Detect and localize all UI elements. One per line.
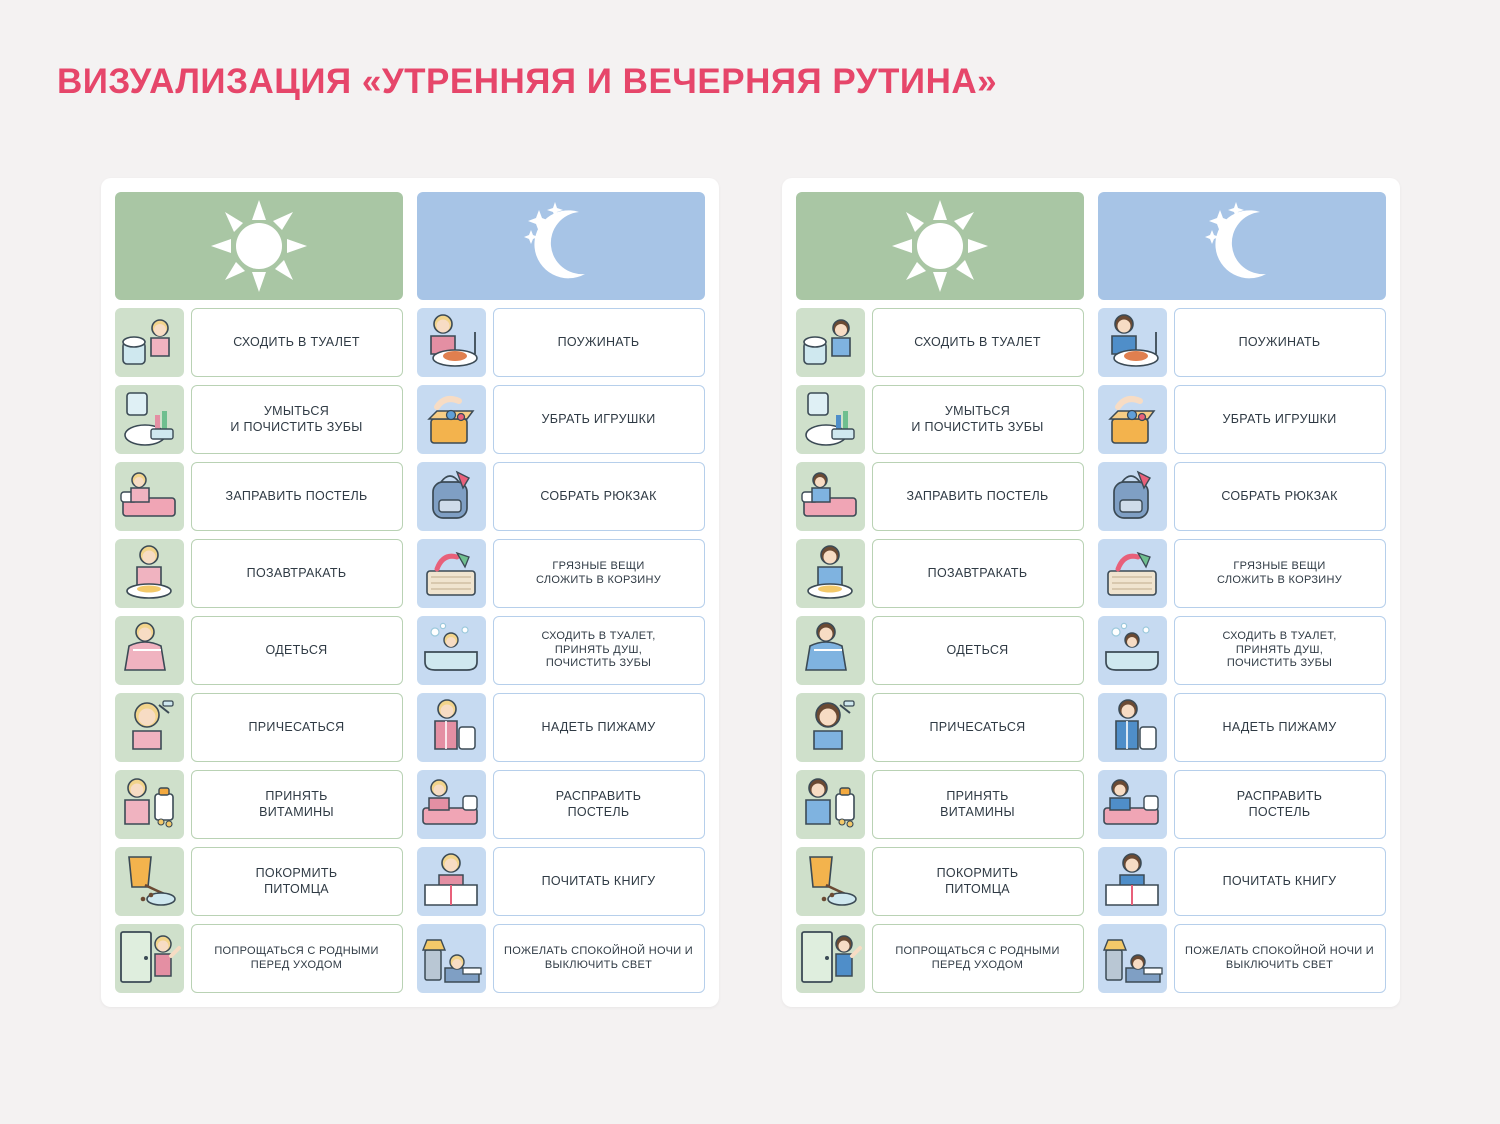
vitamins-icon	[796, 770, 865, 839]
routine-label: ПОЧИТАТЬ КНИГУ	[493, 847, 705, 916]
dressing-icon	[796, 616, 865, 685]
laundry-basket-icon	[417, 539, 486, 608]
sink-toothbrush-icon	[115, 385, 184, 454]
routine-row	[417, 693, 705, 762]
routine-row	[115, 539, 403, 608]
routine-row	[417, 924, 705, 993]
routine-row	[417, 539, 705, 608]
page-title: ВИЗУАЛИЗАЦИЯ «УТРЕННЯЯ И ВЕЧЕРНЯЯ РУТИНА»	[57, 62, 998, 101]
board-girl-morning-column	[115, 192, 403, 993]
routine-label: НАДЕТЬ ПИЖАМУ	[1174, 693, 1386, 762]
routine-label: ПРИНЯТЬ ВИТАМИНЫ	[191, 770, 403, 839]
routine-row	[1098, 462, 1386, 531]
toybox-icon	[1098, 385, 1167, 454]
reading-book-icon	[1098, 847, 1167, 916]
routine-label: ПОУЖИНАТЬ	[1174, 308, 1386, 377]
routine-label: ОДЕТЬСЯ	[872, 616, 1084, 685]
moon-stars-icon	[1098, 192, 1386, 300]
routine-row	[796, 924, 1084, 993]
routine-label: ПРИЧЕСАТЬСЯ	[191, 693, 403, 762]
dinner-icon	[1098, 308, 1167, 377]
goodbye-door-icon	[115, 924, 184, 993]
dinner-icon	[417, 308, 486, 377]
pajamas-icon	[417, 693, 486, 762]
routine-row	[1098, 539, 1386, 608]
reading-book-icon	[417, 847, 486, 916]
routine-label: УБРАТЬ ИГРУШКИ	[1174, 385, 1386, 454]
sun-icon	[115, 192, 403, 300]
routine-row	[796, 462, 1084, 531]
pajamas-icon	[1098, 693, 1167, 762]
routine-row	[1098, 308, 1386, 377]
pet-food-icon	[796, 847, 865, 916]
routine-row	[115, 770, 403, 839]
laundry-basket-icon	[1098, 539, 1167, 608]
routine-row	[417, 770, 705, 839]
routine-row	[417, 308, 705, 377]
board-boy	[782, 178, 1400, 1007]
board-girl	[101, 178, 719, 1007]
vitamins-icon	[115, 770, 184, 839]
routine-label: ПОЗАВТРАКАТЬ	[872, 539, 1084, 608]
routine-row	[1098, 616, 1386, 685]
routine-row	[115, 924, 403, 993]
routine-row	[417, 847, 705, 916]
routine-label: СХОДИТЬ В ТУАЛЕТ, ПРИНЯТЬ ДУШ, ПОЧИСТИТЬ ЗУБЫ	[493, 616, 705, 685]
routine-row	[1098, 847, 1386, 916]
routine-label: УМЫТЬСЯ И ПОЧИСТИТЬ ЗУБЫ	[872, 385, 1084, 454]
goodnight-lamp-icon	[417, 924, 486, 993]
routine-label: ЗАПРАВИТЬ ПОСТЕЛЬ	[191, 462, 403, 531]
routine-row	[115, 616, 403, 685]
moon-stars-icon	[417, 192, 705, 300]
routine-label: ПОЖЕЛАТЬ СПОКОЙНОЙ НОЧИ И ВЫКЛЮЧИТЬ СВЕТ	[493, 924, 705, 993]
goodbye-door-icon	[796, 924, 865, 993]
bathtub-icon	[417, 616, 486, 685]
routine-row	[115, 847, 403, 916]
routine-row	[1098, 385, 1386, 454]
bed-making-icon	[796, 462, 865, 531]
routine-label: СХОДИТЬ В ТУАЛЕТ	[191, 308, 403, 377]
backpack-icon	[1098, 462, 1167, 531]
routine-row	[796, 693, 1084, 762]
breakfast-icon	[796, 539, 865, 608]
routine-row	[796, 539, 1084, 608]
routine-label: ПОУЖИНАТЬ	[493, 308, 705, 377]
routine-row	[796, 616, 1084, 685]
routine-label: СОБРАТЬ РЮКЗАК	[493, 462, 705, 531]
boards-container	[0, 178, 1500, 1007]
routine-row	[417, 462, 705, 531]
routine-label: СХОДИТЬ В ТУАЛЕТ	[872, 308, 1084, 377]
sun-icon	[796, 192, 1084, 300]
board-girl-evening-column	[417, 192, 705, 993]
routine-row	[796, 308, 1084, 377]
routine-label: ПОЖЕЛАТЬ СПОКОЙНОЙ НОЧИ И ВЫКЛЮЧИТЬ СВЕТ	[1174, 924, 1386, 993]
routine-label: РАСПРАВИТЬ ПОСТЕЛЬ	[1174, 770, 1386, 839]
routine-label: ГРЯЗНЫЕ ВЕЩИ СЛОЖИТЬ В КОРЗИНУ	[1174, 539, 1386, 608]
bathtub-icon	[1098, 616, 1167, 685]
board-boy-evening-column	[1098, 192, 1386, 993]
routine-label: ПОПРОЩАТЬСЯ С РОДНЫМИ ПЕРЕД УХОДОМ	[872, 924, 1084, 993]
routine-row	[1098, 693, 1386, 762]
routine-row	[115, 693, 403, 762]
routine-label: ЗАПРАВИТЬ ПОСТЕЛЬ	[872, 462, 1084, 531]
combing-hair-icon	[796, 693, 865, 762]
backpack-icon	[417, 462, 486, 531]
routine-label: ПОЗАВТРАКАТЬ	[191, 539, 403, 608]
routine-row	[417, 385, 705, 454]
toilet-icon	[796, 308, 865, 377]
combing-hair-icon	[115, 693, 184, 762]
dressing-icon	[115, 616, 184, 685]
bed-straighten-icon	[1098, 770, 1167, 839]
routine-label: ГРЯЗНЫЕ ВЕЩИ СЛОЖИТЬ В КОРЗИНУ	[493, 539, 705, 608]
bed-straighten-icon	[417, 770, 486, 839]
sink-toothbrush-icon	[796, 385, 865, 454]
routine-row	[796, 385, 1084, 454]
routine-label: СОБРАТЬ РЮКЗАК	[1174, 462, 1386, 531]
routine-label: УБРАТЬ ИГРУШКИ	[493, 385, 705, 454]
routine-row	[417, 616, 705, 685]
routine-row	[1098, 924, 1386, 993]
breakfast-icon	[115, 539, 184, 608]
routine-label: ОДЕТЬСЯ	[191, 616, 403, 685]
routine-label: СХОДИТЬ В ТУАЛЕТ, ПРИНЯТЬ ДУШ, ПОЧИСТИТЬ ЗУБЫ	[1174, 616, 1386, 685]
routine-row	[796, 847, 1084, 916]
routine-label: НАДЕТЬ ПИЖАМУ	[493, 693, 705, 762]
routine-row	[1098, 770, 1386, 839]
toybox-icon	[417, 385, 486, 454]
board-boy-morning-column	[796, 192, 1084, 993]
routine-row	[796, 770, 1084, 839]
routine-row	[115, 385, 403, 454]
routine-label: ПОКОРМИТЬ ПИТОМЦА	[191, 847, 403, 916]
routine-label: ПРИЧЕСАТЬСЯ	[872, 693, 1084, 762]
routine-label: РАСПРАВИТЬ ПОСТЕЛЬ	[493, 770, 705, 839]
routine-row	[115, 462, 403, 531]
routine-row	[115, 308, 403, 377]
toilet-icon	[115, 308, 184, 377]
routine-label: ПРИНЯТЬ ВИТАМИНЫ	[872, 770, 1084, 839]
goodnight-lamp-icon	[1098, 924, 1167, 993]
bed-making-icon	[115, 462, 184, 531]
routine-label: УМЫТЬСЯ И ПОЧИСТИТЬ ЗУБЫ	[191, 385, 403, 454]
pet-food-icon	[115, 847, 184, 916]
routine-label: ПОКОРМИТЬ ПИТОМЦА	[872, 847, 1084, 916]
routine-label: ПОЧИТАТЬ КНИГУ	[1174, 847, 1386, 916]
routine-label: ПОПРОЩАТЬСЯ С РОДНЫМИ ПЕРЕД УХОДОМ	[191, 924, 403, 993]
